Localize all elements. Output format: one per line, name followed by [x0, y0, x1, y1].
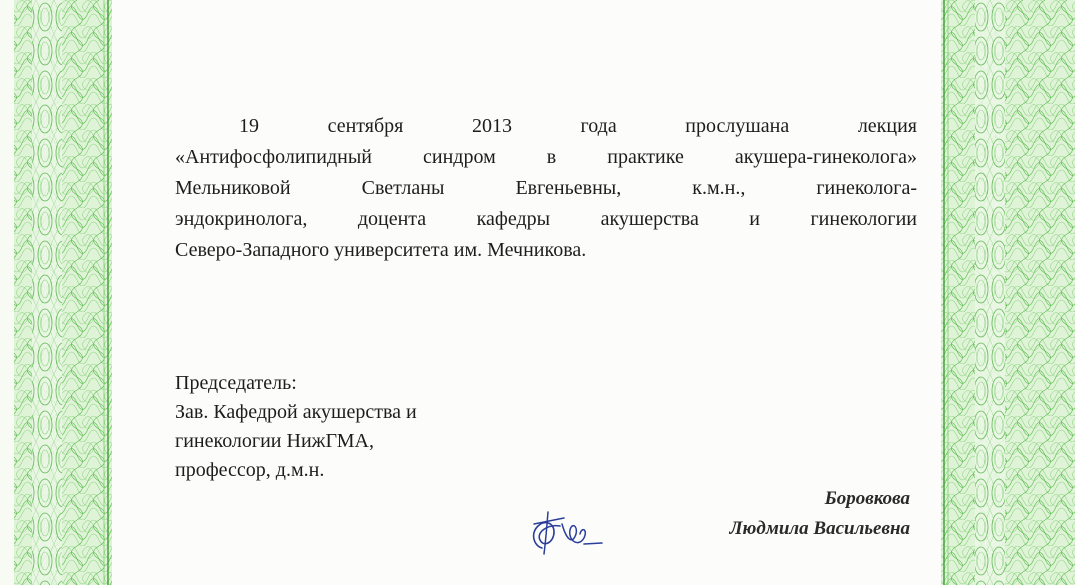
chair-line-1: Председатель:	[175, 372, 297, 394]
signatory-surname: Боровкова	[824, 488, 910, 509]
statement-line-5: Северо-Западного университета им. Мечникова.	[175, 239, 587, 261]
signatory-given-names: Людмила Васильевна	[729, 518, 910, 539]
statement-line-3: Мельниковой Светланы Евгеньевны, к.м.н., гинеколога-	[175, 177, 917, 199]
chair-line-3: гинекологии НижГМА,	[175, 430, 375, 452]
signatory-name	[730, 484, 911, 544]
handwritten-signature	[520, 504, 618, 560]
chairperson-block	[175, 369, 417, 485]
statement-line-4: эндокринолога, доцента кафедры акушерства и гинекологии	[175, 208, 917, 230]
statement-line-1: 19 сентября 2013 года прослушана лекция	[239, 115, 917, 137]
chair-line-4: профессор, д.м.н.	[175, 459, 325, 481]
lecture-statement	[175, 111, 917, 266]
chair-line-2: Зав. Кафедрой акушерства и	[175, 401, 417, 423]
statement-line-2: «Антифосфолипидный синдром в практике акушера-гинеколога»	[175, 146, 917, 168]
